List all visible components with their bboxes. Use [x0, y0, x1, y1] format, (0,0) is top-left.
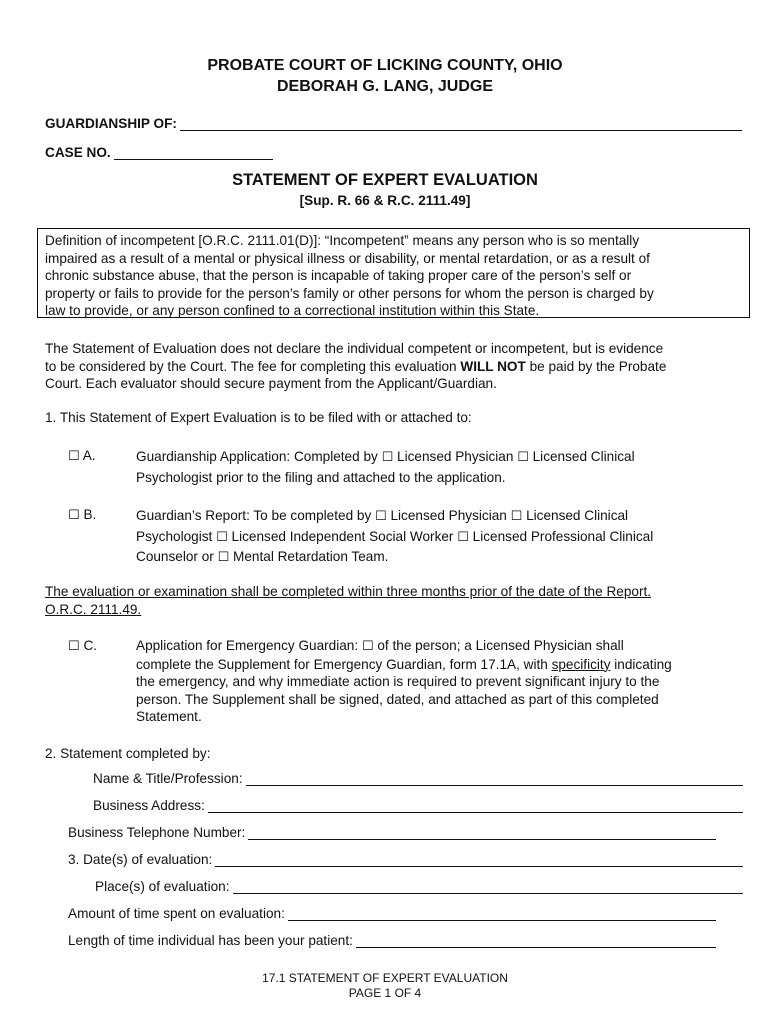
option-text: Mental Retardation Team. [229, 549, 389, 564]
intro-text: be paid by the Probate [525, 358, 667, 374]
places-field[interactable] [233, 880, 744, 894]
address-field[interactable] [208, 799, 743, 813]
intro-text: to be considered by the Court. The fee for completing this evaluation [45, 358, 461, 374]
option-c-line: Statement. [136, 709, 202, 725]
option-c [68, 638, 97, 654]
case-row [45, 145, 273, 160]
address-row [93, 798, 743, 813]
length-row [68, 933, 716, 948]
option-b [68, 507, 96, 523]
checkbox-a[interactable]: ☐ [68, 449, 80, 464]
checkbox-c[interactable]: ☐ [68, 639, 80, 654]
dates-field[interactable] [215, 853, 743, 867]
option-text: indicating [610, 656, 672, 672]
option-text: Guardianship Application: Completed by [136, 449, 382, 464]
amount-label: Amount of time spent on evaluation: [68, 906, 285, 921]
guardianship-label: GUARDIANSHIP OF: [45, 116, 177, 131]
checkbox-mr-team[interactable]: ☐ [217, 550, 230, 565]
definition-line: law to provide, or any person confined to a correctional institution within this State. [45, 303, 540, 319]
intro-line: The Statement of Evaluation does not declare the individual competent or incompetent, but is evidence [45, 341, 664, 356]
guardianship-row [45, 116, 742, 131]
length-label: Length of time individual has been your patient: [68, 933, 353, 948]
option-text: of the person; a Licensed Physician shall [373, 638, 624, 653]
option-b-text [136, 506, 736, 568]
checkbox-physician-b[interactable]: ☐ [375, 509, 387, 524]
name-label: Name & Title/Profession: [93, 771, 243, 786]
option-text: Licensed Professional Clinical [468, 528, 654, 544]
option-c-line: person. The Supplement shall be signed, dated, and attached as part of this completed [136, 691, 659, 707]
checkbox-of-person[interactable]: ☐ [361, 639, 374, 654]
option-a-text [136, 447, 736, 487]
option-a-line: Psychologist prior to the filing and attached to the application. [136, 469, 506, 485]
option-b-label: B. [83, 507, 97, 522]
checkbox-physician-a[interactable]: ☐ [381, 450, 394, 465]
definition-line: Definition of incompetent [O.R.C. 2111.01(D)]: “Incompetent” means any person who is so mentally [45, 233, 640, 248]
option-c-line: the emergency, and why immediate action is required to prevent significant injury to the [136, 674, 660, 690]
places-label: Place(s) of evaluation: [95, 879, 230, 894]
definition-line: property or fails to provide for the person’s family or other persons for whom the person is charged by [45, 285, 654, 301]
checkbox-psychologist-b[interactable]: ☐ [510, 509, 523, 524]
option-text: Guardian’s Report: To be completed by [136, 508, 376, 523]
intro-paragraph [45, 340, 755, 393]
checkbox-counselor[interactable]: ☐ [457, 529, 469, 545]
option-text: complete the Supplement for Emergency Guardian, form 17.1A, with [136, 656, 552, 672]
notice-line: The evaluation or examination shall be completed within three months prior of the date of the Report. [45, 584, 652, 599]
amount-field[interactable] [288, 907, 716, 921]
phone-label: Business Telephone Number: [68, 825, 246, 840]
case-number-field[interactable] [114, 146, 273, 160]
option-text: Psychologist [136, 528, 217, 544]
phone-field[interactable] [248, 826, 716, 840]
option-emphasis: specificity [551, 656, 611, 672]
name-field[interactable] [246, 772, 743, 786]
option-c-line [136, 637, 756, 656]
option-text: Licensed Clinical [522, 508, 629, 523]
footer-page-number: PAGE 1 OF 4 [348, 986, 422, 1000]
name-row [93, 771, 743, 786]
form-title: STATEMENT OF EXPERT EVALUATION [232, 171, 538, 189]
option-b-line [136, 547, 736, 568]
length-field[interactable] [356, 934, 716, 948]
intro-emphasis: WILL NOT [460, 358, 526, 374]
dates-row [68, 852, 743, 867]
notice-line: O.R.C. 2111.49. [45, 601, 142, 617]
checkbox-psychologist-a[interactable]: ☐ [517, 450, 529, 465]
places-row [95, 879, 743, 894]
section-2-heading: 2. Statement completed by: [45, 746, 211, 761]
intro-line [45, 358, 755, 376]
amount-row [68, 906, 716, 921]
evaluation-notice [45, 583, 755, 618]
option-b-line [136, 527, 736, 548]
footer-form-name: 17.1 STATEMENT OF EXPERT EVALUATION [262, 971, 508, 985]
option-text: Counselor or [136, 549, 218, 564]
option-text: Licensed Clinical [528, 449, 635, 464]
dates-label: 3. Date(s) of evaluation: [68, 852, 213, 867]
checkbox-b[interactable]: ☐ [68, 508, 80, 523]
option-c-line [136, 656, 756, 674]
intro-line: Court. Each evaluator should secure payment from the Applicant/Guardian. [45, 376, 497, 392]
option-a [68, 448, 96, 464]
option-b-line [136, 506, 736, 527]
court-name: PROBATE COURT OF LICKING COUNTY, OHIO [207, 57, 563, 74]
address-label: Business Address: [93, 798, 205, 813]
checkbox-social-worker[interactable]: ☐ [216, 529, 228, 545]
case-label: CASE NO. [45, 145, 111, 160]
definition-line: chronic substance abuse, that the person is incapable of taking proper care of the person’s self or [45, 268, 632, 284]
guardianship-field[interactable] [180, 117, 742, 131]
judge-name: DEBORAH G. LANG, JUDGE [276, 78, 493, 95]
option-c-text [136, 637, 756, 726]
definition-box [37, 228, 750, 318]
option-text: Licensed Physician [386, 508, 511, 523]
form-subtitle: [Sup. R. 66 & R.C. 2111.49] [299, 193, 471, 208]
option-text: Application for Emergency Guardian: [136, 638, 362, 653]
option-c-label: C. [83, 638, 98, 653]
option-a-label: A. [82, 448, 96, 463]
section-1-heading: 1. This Statement of Expert Evaluation is to be filed with or attached to: [45, 410, 472, 425]
definition-line: impaired as a result of a mental or physical illness or disability, or mental retardation, or as a result of [45, 250, 650, 266]
option-text: Licensed Independent Social Worker [227, 528, 458, 544]
option-a-line [136, 447, 736, 468]
phone-row [68, 825, 716, 840]
option-text: Licensed Physician [393, 449, 518, 464]
